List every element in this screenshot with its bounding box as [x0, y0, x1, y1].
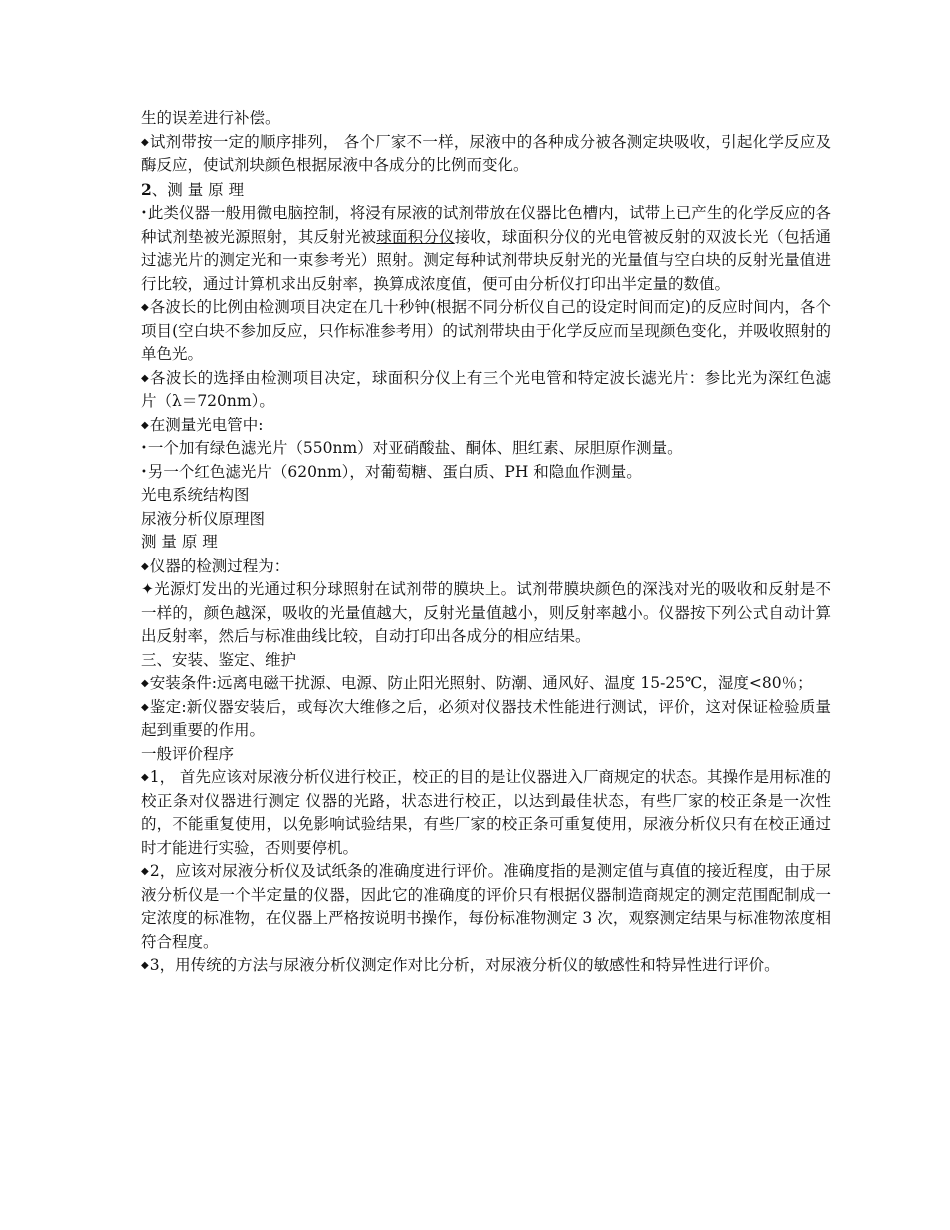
subheading-principle	[141, 531, 831, 555]
text: 一个加有绿色滤光片（550nm）对亚硝酸盐、酮体、胆红素、尿胆原作测量。	[147, 439, 683, 457]
text: 光源灯发出的光通过积分球照射在试剂带的膜块上。试剂带膜块颜色的深浅对光的吸收和反射是不一样的，颜色越深，吸收的光量值越大，反射光量值越小，则反射率越小。仪器按下列公式自动计算出反射率，然后与标准曲线比较，自动打印出各成分的相应结果。	[141, 580, 831, 645]
subheading-evaluation	[141, 743, 831, 767]
section-heading-principle	[141, 178, 831, 203]
paragraph-green-filter	[141, 437, 831, 461]
paragraph-reagent-strip	[141, 131, 831, 178]
text: 此类仪器一般用微电脑控制，将浸有尿液的试剂带放在仪器比色槽内，试带上已产生的化学反应的各种试剂垫被光源照射，其反射光被	[141, 204, 831, 246]
text: 光电系统结构图	[141, 486, 250, 504]
paragraph-detection-process	[141, 555, 831, 579]
text: 鉴定:新仪器安装后，或每次大维修之后，必须对仪器技术性能进行测试，评价，这对保证检验质量起到重要的作用。	[141, 697, 831, 739]
paragraph-principle-3	[141, 367, 831, 414]
diamond-bullet-icon: ◆	[141, 419, 149, 431]
text: 在测量光电管中:	[149, 415, 264, 434]
text: 一般评价程序	[141, 744, 235, 763]
paragraph-principle-1	[141, 202, 831, 296]
diamond-bullet-icon: ◆	[141, 678, 149, 689]
small-bullet-icon: •	[141, 466, 147, 478]
star-bullet-icon: ✦	[141, 580, 154, 598]
text: 安装条件:远离电磁干扰源、电源、防止阳光照射、防潮、通风好、温度 15-25℃，湿度<80％；	[149, 674, 813, 692]
text: 另一个红色滤光片（620nm），对葡萄糖、蛋白质、PH 和隐血作测量。	[147, 462, 642, 481]
text: 2，应该对尿液分析仪及试纸条的准确度进行评价。准确度指的是测定值与真值的接近程度，由于尿液分析仪是一个半定量的仪器，因此它的准确度的评价只有根据仪器制造商规定的测定范围配制成一定浓度的标准物，在仪器上严格按说明书操作，每份标准物测定 3 次，观察测定结果与标准物浓度相符合程度。	[141, 862, 831, 951]
paragraph-eval-step-3	[141, 954, 831, 978]
paragraph-install-conditions	[141, 672, 831, 696]
paragraph-red-filter	[141, 461, 831, 485]
paragraph-eval-step-1	[141, 766, 831, 860]
text: 三、安装、鉴定、维护	[141, 650, 297, 669]
caption-analyzer-principle	[141, 508, 831, 532]
text: 生的误差进行补偿。	[141, 109, 281, 127]
text: 1， 首先应该对尿液分析仪进行校正，校正的目的是让仪器进入厂商规定的状态。其操作是用标准的校正条对仪器进行测定 仪器的光路，状态进行校正，以达到最佳状态，有些厂家的校正条是一次性的，不能重复使用，以免影响试验结果，有些厂家的校正条可重复使用，尿液分析仪只有在校正通过时才能进行实验，否则要停机。	[141, 768, 831, 857]
text: 试剂带按一定的顺序排列， 各个厂家不一样，尿液中的各种成分被各测定块吸收，引起化学反应及酶反应，使试剂块颜色根据尿液中各成分的比例而变化。	[141, 132, 831, 174]
heading-number: 2	[141, 179, 152, 199]
small-bullet-icon: •	[141, 443, 147, 454]
diamond-bullet-icon: ◆	[141, 772, 149, 783]
diamond-bullet-icon: ◆	[141, 960, 149, 971]
section-heading-install	[141, 649, 831, 673]
diamond-bullet-icon: ◆	[141, 560, 149, 572]
underlined-term: 球面积分仪	[376, 227, 455, 246]
document-page	[141, 107, 831, 978]
paragraph-eval-step-2	[141, 860, 831, 954]
paragraph-photocell	[141, 414, 831, 438]
diamond-bullet-icon: ◆	[141, 136, 149, 148]
text: 接收，球面积分仪的光电管被反射的双波长光（包括通过滤光片的测定光和一束参考光）照射。测定每种试剂带块反射光的光量值与空白块的反射光量值进行比较，通过计算机求出反射率，换算成浓度值，便可由分析仪打印出半定量的数值。	[141, 227, 831, 293]
diamond-bullet-icon: ◆	[141, 302, 149, 313]
paragraph-principle-2	[141, 296, 831, 367]
diamond-bullet-icon: ◆	[141, 866, 149, 877]
paragraph-verification	[141, 696, 831, 743]
text: 3，用传统的方法与尿液分析仪测定作对比分析，对尿液分析仪的敏感性和特异性进行评价。	[149, 956, 780, 974]
heading-text: 、测 量 原 理	[151, 180, 245, 199]
paragraph-continuation	[141, 107, 831, 131]
text: 测 量 原 理	[141, 533, 218, 551]
text: 各波长的比例由检测项目决定在几十秒钟(根据不同分析仪自己的设定时间而定)的反应时间内，各个项目(空白块不参加反应，只作标准参考用）的试剂带块由于化学反应而呈现颜色变化，并吸收照射的单色光。	[141, 298, 831, 363]
text: 各波长的选择由检测项目决定，球面积分仪上有三个光电管和特定波长滤光片：参比光为深红色滤片（λ＝720nm）。	[141, 368, 831, 410]
small-bullet-icon: •	[141, 208, 147, 219]
caption-optical-structure	[141, 484, 831, 508]
diamond-bullet-icon: ◆	[141, 372, 150, 384]
text: 仪器的检测过程为：	[149, 556, 290, 575]
paragraph-light-source	[141, 578, 831, 649]
diamond-bullet-icon: ◆	[141, 701, 149, 713]
text: 尿液分析仪原理图	[141, 509, 266, 528]
